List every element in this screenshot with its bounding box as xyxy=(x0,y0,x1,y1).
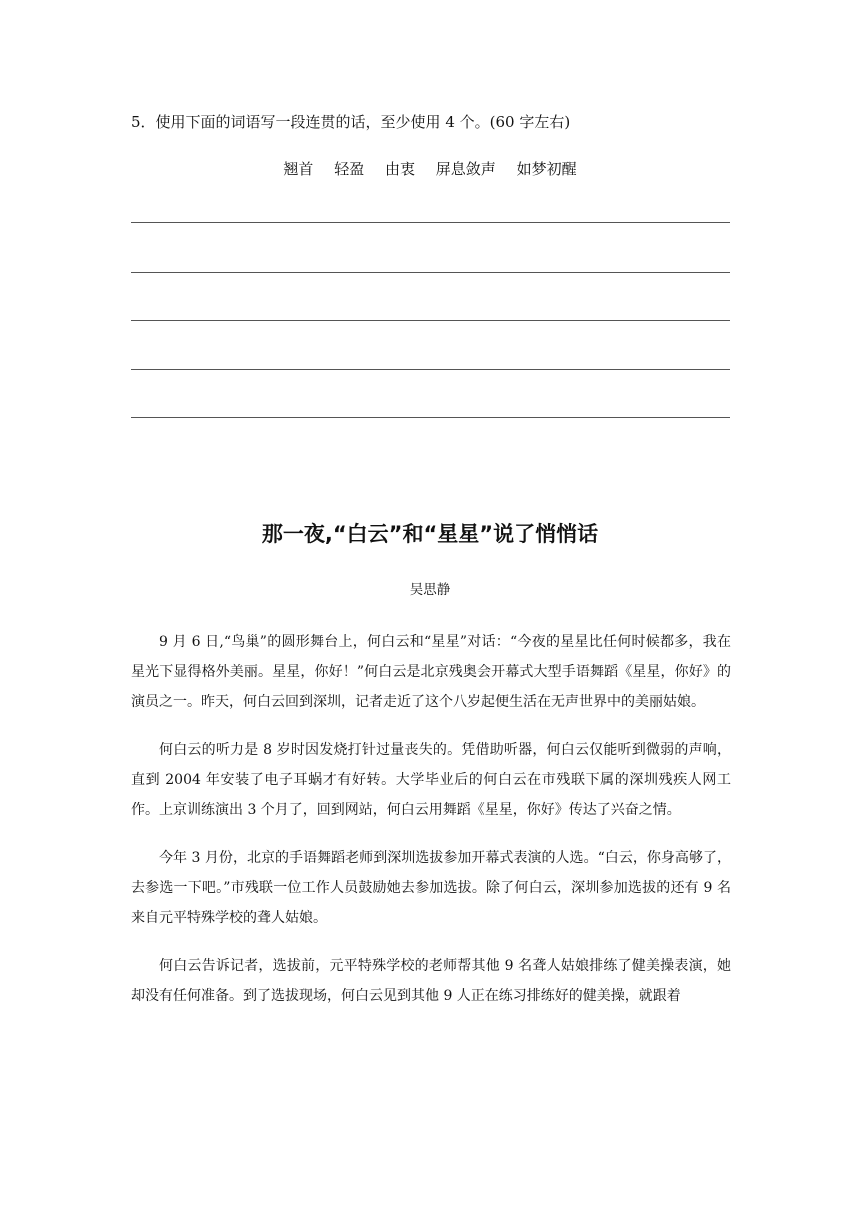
answer-line[interactable] xyxy=(131,222,730,223)
answer-line[interactable] xyxy=(131,369,730,370)
question-5: 5．使用下面的词语写一段连贯的话，至少使用 4 个。(60 字左右) xyxy=(131,113,571,131)
article-body xyxy=(131,627,731,1029)
word-item: 屏息敛声 xyxy=(435,160,496,178)
paragraph: 何白云的听力是 8 岁时因发烧打针过量丧失的。凭借助听器，何白云仅能听到微弱的声响，直到 2004 年安装了电子耳蜗才有好转。大学毕业后的何白云在市残联下属的深圳残疾人网工作。上京训练演出 3 个月了，回到网站，何白云用舞蹈《星星，你好》传达了兴奋之情。 xyxy=(131,742,731,818)
article-author: 吴思静 xyxy=(409,582,451,598)
word-item: 翘首 xyxy=(283,160,314,178)
word-list xyxy=(0,159,860,179)
article-title: 那一夜,“白云”和“星星”说了悄悄话 xyxy=(261,522,599,546)
paragraph: 9 月 6 日,“鸟巢”的圆形舞台上，何白云和“星星”对话：“今夜的星星比任何时候都多，我在星光下显得格外美丽。星星，你好！”何白云是北京残奥会开幕式大型手语舞蹈《星星，你好》的演员之一。昨天，何白云回到深圳，记者走近了这个八岁起便生活在无声世界中的美丽姑娘。 xyxy=(131,634,731,710)
answer-line[interactable] xyxy=(131,272,730,273)
answer-line[interactable] xyxy=(131,417,730,418)
word-item: 轻盈 xyxy=(334,160,365,178)
word-item: 如梦初醒 xyxy=(516,160,577,178)
paragraph: 今年 3 月份，北京的手语舞蹈老师到深圳选拔参加开幕式表演的人选。“白云，你身高够了，去参选一下吧。”市残联一位工作人员鼓励她去参加选拔。除了何白云，深圳参加选拔的还有 9 名来自元平特殊学校的聋人姑娘。 xyxy=(131,850,731,926)
answer-line[interactable] xyxy=(131,320,730,321)
paragraph: 何白云告诉记者，选拔前，元平特殊学校的老师帮其他 9 名聋人姑娘排练了健美操表演，她却没有任何准备。到了选拔现场，何白云见到其他 9 人正在练习排练好的健美操，就跟着 xyxy=(131,958,731,1004)
word-item: 由衷 xyxy=(384,160,415,178)
